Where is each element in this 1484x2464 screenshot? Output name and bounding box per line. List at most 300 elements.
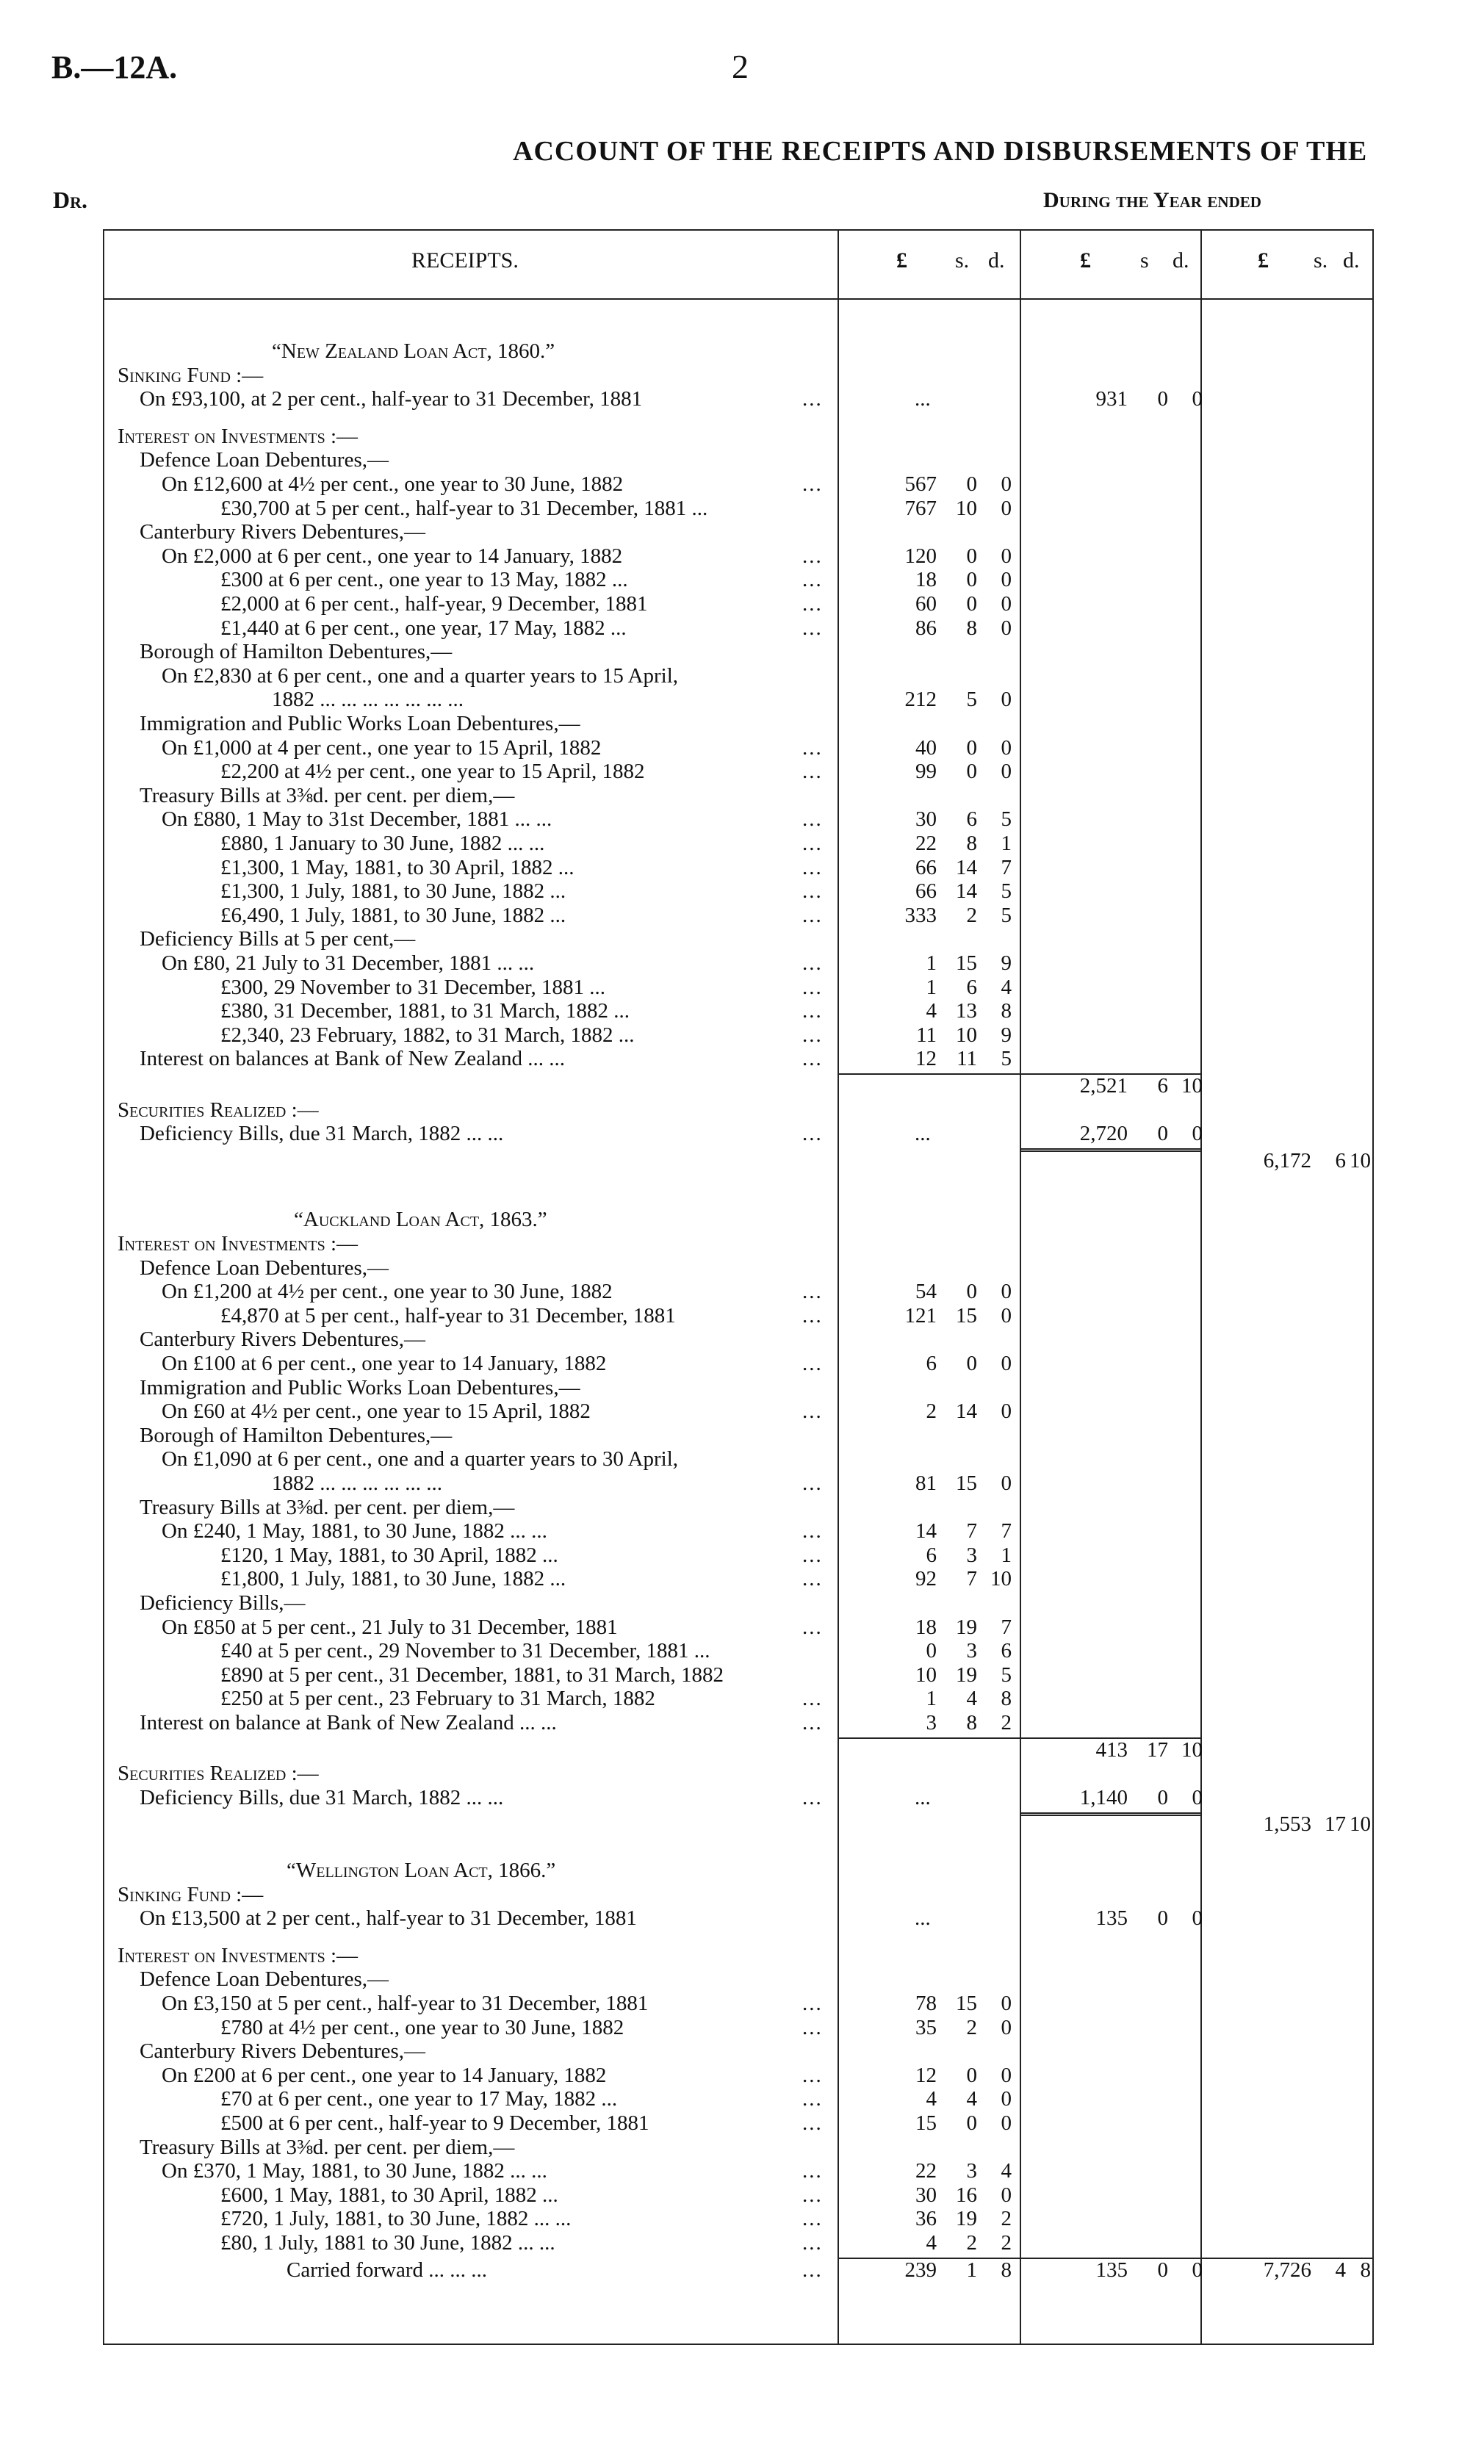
col1-shillings: 0 — [966, 568, 977, 592]
entry-label: Defence Loan Debentures,— — [140, 448, 389, 472]
table-row — [103, 1208, 1372, 1231]
entry-label: On £240, 1 May, 1881, to 30 June, 1882 ... ... — [162, 1519, 547, 1543]
entry-label: £300 at 6 per cent., one year to 13 May, 1882 ... — [220, 568, 628, 592]
table-row — [103, 1967, 1372, 1991]
act-heading: “Auckland Loan Act, 1863.” — [294, 1208, 547, 1232]
col2-pounds: 135 — [1095, 2258, 1128, 2282]
table-row — [103, 1944, 1372, 1967]
table-row — [103, 2159, 1372, 2183]
col3-pence-header: d. — [1343, 248, 1360, 273]
col1-pounds: 4 — [926, 999, 937, 1023]
leader-dots: ... — [802, 1047, 823, 1071]
page-number: 2 — [732, 48, 749, 85]
col1-shillings: 2 — [966, 903, 977, 927]
col1-shillings: 14 — [956, 1399, 977, 1424]
col1-shillings: 8 — [966, 616, 977, 640]
leader-dots: ... — [802, 2015, 823, 2039]
col1-pounds: 92 — [915, 1567, 937, 1591]
entry-label: On £100 at 6 per cent., one year to 14 January, 1882 — [162, 1352, 607, 1375]
col1-pence: 8 — [1001, 2258, 1012, 2282]
col2-shillings: 6 — [1157, 1074, 1168, 1098]
entry-label: Defence Loan Debentures,— — [140, 1256, 389, 1280]
entry-label: £120, 1 May, 1881, to 30 April, 1882 ... — [220, 1543, 558, 1567]
entry-label: Canterbury Rivers Debentures,— — [140, 520, 425, 544]
leader-dots: ... — [802, 472, 823, 496]
entry-label: Immigration and Public Works Loan Debentures,— — [140, 1375, 580, 1399]
leader-dots: ... — [802, 2231, 823, 2255]
table-row — [103, 1122, 1372, 1145]
col1-pounds: 35 — [915, 2015, 937, 2039]
leader-dots: ... — [802, 951, 823, 975]
entry-label: Interest on balance at Bank of New Zealand ... ... — [140, 1711, 557, 1734]
table-row — [103, 2016, 1372, 2039]
entry-label: On £880, 1 May to 31st December, 1881 ... ... — [162, 807, 552, 832]
leader-dots: ... — [802, 592, 823, 616]
table-row — [103, 736, 1372, 760]
table-bottom-rule — [103, 2344, 1372, 2345]
table-row — [103, 1376, 1372, 1399]
section-label: Securities Realized :— — [118, 1098, 319, 1122]
leader-dots: ... — [802, 999, 823, 1023]
col1-shillings: 2 — [966, 2231, 977, 2255]
col1-pence: 2 — [1001, 2231, 1012, 2255]
entry-label: Treasury Bills at 3⅜d. per cent. per diem,— — [140, 1495, 515, 1519]
col1-pounds: 30 — [915, 807, 937, 832]
col1-shillings: 0 — [966, 592, 977, 616]
col1-pounds: 12 — [915, 1047, 937, 1071]
entry-label: £2,200 at 4½ per cent., one year to 15 April, 1882 — [220, 760, 645, 784]
table-row — [103, 2087, 1372, 2111]
table-row — [103, 472, 1372, 496]
entry-label: Carried forward ... ... ... — [287, 2258, 487, 2282]
leader-dots: ... — [802, 1687, 823, 1711]
entry-label: £2,000 at 6 per cent., half-year, 9 December, 1881 — [220, 592, 648, 616]
section-label: Securities Realized :— — [118, 1762, 319, 1786]
table-row — [103, 664, 1372, 688]
table-row — [103, 1399, 1372, 1423]
col1-pounds: 120 — [904, 544, 937, 568]
col1-pounds: 30 — [915, 2183, 937, 2207]
col1-shillings: 2 — [966, 2015, 977, 2039]
col1-pence: 4 — [1001, 2159, 1012, 2183]
entry-label: £70 at 6 per cent., one year to 17 May, 1882 ... — [220, 2087, 618, 2111]
col1-shilling-header: s. — [955, 248, 970, 273]
entry-label: Interest on balances at Bank of New Zealand ... ... — [140, 1047, 565, 1071]
table-row — [103, 425, 1372, 448]
col1-shillings: 8 — [966, 832, 977, 855]
entry-label: Borough of Hamilton Debentures,— — [140, 640, 453, 664]
col1-pence: 0 — [1001, 1280, 1012, 1304]
table-row — [103, 1639, 1372, 1663]
entry-label: £500 at 6 per cent., half-year to 9 December, 1881 — [220, 2111, 649, 2135]
col1-pence: 7 — [1001, 1615, 1012, 1639]
entry-label: On £12,600 at 4½ per cent., one year to 30 June, 1882 — [162, 472, 624, 496]
table-row — [103, 616, 1372, 640]
col1-shillings: 14 — [956, 879, 977, 904]
col1-shillings: 14 — [956, 855, 977, 879]
col1-shillings: 0 — [966, 1280, 977, 1304]
table-row — [103, 1304, 1372, 1328]
col1-pence: 0 — [1001, 1303, 1012, 1328]
col1-pence: 0 — [1001, 1352, 1012, 1375]
col1-pence: 0 — [1001, 1399, 1012, 1424]
entry-label: Deficiency Bills at 5 per cent,— — [140, 927, 416, 951]
entry-label: On £850 at 5 per cent., 21 July to 31 December, 1881 — [162, 1615, 618, 1639]
col1-shillings: 0 — [966, 544, 977, 568]
entry-label: On £1,000 at 4 per cent., one year to 15 April, 1882 — [162, 735, 602, 760]
leader-dots: ... — [802, 855, 823, 879]
entry-label: £880, 1 January to 30 June, 1882 ... ... — [220, 832, 545, 855]
col1-shillings: 7 — [966, 1519, 977, 1543]
col2-pounds: 135 — [1095, 1906, 1128, 1931]
table-row — [103, 1023, 1372, 1047]
entry-label: Deficiency Bills, due 31 March, 1882 ... ... — [140, 1785, 504, 1809]
table-row — [103, 364, 1372, 387]
leader-dots: ... — [802, 1785, 823, 1809]
col1-shillings: 0 — [966, 2063, 977, 2087]
entry-label: £1,800, 1 July, 1881, to 30 June, 1882 ... — [220, 1567, 566, 1591]
col1-pounds: 22 — [915, 2159, 937, 2183]
col2-pounds: 413 — [1095, 1737, 1128, 1762]
col1-pounds: 567 — [904, 472, 937, 496]
table-row — [103, 879, 1372, 903]
section-label: Interest on Investments :— — [118, 1943, 359, 1967]
entry-label: Borough of Hamilton Debentures,— — [140, 1423, 453, 1447]
leader-dots: ... — [802, 807, 823, 832]
entry-label: £380, 31 December, 1881, to 31 March, 1882 ... — [220, 999, 630, 1023]
table-row — [103, 2111, 1372, 2135]
col1-pounds: 1 — [926, 951, 937, 975]
table-row — [103, 999, 1372, 1023]
entry-label: On £1,200 at 4½ per cent., one year to 30 June, 1882 — [162, 1280, 613, 1304]
entry-label: Defence Loan Debentures,— — [140, 1967, 389, 1992]
col1-shillings: 4 — [966, 2087, 977, 2111]
leader-dots: ... — [802, 2183, 823, 2207]
col1-ellipsis: ... — [915, 1122, 931, 1146]
leader-dots: ... — [802, 1992, 823, 2015]
col2-pence: 10 — [1181, 1737, 1203, 1762]
table-top-rule — [103, 229, 1372, 231]
entry-label: On £2,000 at 6 per cent., one year to 14 January, 1882 — [162, 544, 623, 568]
col1-pounds: 2 — [926, 1399, 937, 1424]
table-row — [103, 807, 1372, 831]
entry-label: On £3,150 at 5 per cent., half-year to 31 December, 1881 — [162, 1992, 649, 2015]
table-row — [103, 951, 1372, 975]
period-label: During the Year ended — [1043, 188, 1261, 212]
col1-pounds: 36 — [915, 2207, 937, 2231]
act-heading: “New Zealand Loan Act, 1860.” — [272, 339, 555, 363]
entry-label: £6,490, 1 July, 1881, to 30 June, 1882 ... — [220, 903, 566, 927]
col3-pence: 10 — [1350, 1148, 1371, 1172]
leader-dots: ... — [802, 1567, 823, 1591]
leader-dots: ... — [802, 1399, 823, 1424]
col1-shillings: 3 — [966, 1543, 977, 1567]
table-row — [103, 387, 1372, 411]
entry-label: On £93,100, at 2 per cent., half-year to 31 December, 1881 — [140, 387, 643, 411]
entry-label: On £1,090 at 6 per cent., one and a quarter years to 30 April, — [162, 1447, 679, 1471]
col2-shillings: 17 — [1147, 1737, 1168, 1762]
entry-label: £720, 1 July, 1881, to 30 June, 1882 ... ... — [220, 2207, 572, 2231]
receipts-column-header: RECEIPTS. — [411, 248, 519, 273]
leader-dots: ... — [802, 1280, 823, 1304]
col1-shillings: 3 — [966, 2159, 977, 2183]
col1-pounds: 6 — [926, 1352, 937, 1375]
col1-pence: 0 — [1001, 1471, 1012, 1495]
col1-pence: 0 — [1001, 592, 1012, 616]
col1-pounds: 4 — [926, 2231, 937, 2255]
col1-pence: 1 — [1001, 1543, 1012, 1567]
leader-dots: ... — [802, 616, 823, 640]
col1-shillings: 15 — [956, 1471, 977, 1495]
col1-shillings: 19 — [956, 2207, 977, 2231]
col1-pence: 2 — [1001, 2207, 1012, 2231]
table-row — [103, 1738, 1372, 1762]
col3-pence: 8 — [1360, 2258, 1371, 2282]
leader-dots: ... — [802, 1122, 823, 1146]
entry-label: Treasury Bills at 3⅜d. per cent. per diem,— — [140, 2135, 515, 2159]
col1-shillings: 7 — [966, 1567, 977, 1591]
col1-pounds: 12 — [915, 2063, 937, 2087]
table-header-rule — [103, 298, 1372, 300]
col1-pence: 0 — [1001, 472, 1012, 496]
col1-shillings: 6 — [966, 807, 977, 832]
col1-pence: 5 — [1001, 879, 1012, 904]
col2-pounds: 931 — [1095, 387, 1128, 411]
table-row — [103, 1496, 1372, 1519]
col1-shillings: 0 — [966, 2111, 977, 2135]
table-row — [103, 1543, 1372, 1567]
leader-dots: ... — [802, 1352, 823, 1375]
col1-pounds: 11 — [916, 1023, 937, 1047]
table-row — [103, 448, 1372, 472]
col1-shillings: 10 — [956, 1023, 977, 1047]
col1-shillings: 13 — [956, 999, 977, 1023]
col1-ellipsis: ... — [915, 1785, 931, 1809]
table-row — [103, 520, 1372, 544]
col1-pence: 0 — [1001, 1992, 1012, 2015]
col1-pounds: 81 — [915, 1471, 937, 1495]
table-row — [103, 339, 1372, 363]
col1-pence: 6 — [1001, 1639, 1012, 1663]
col2-pence: 0 — [1192, 1122, 1203, 1146]
table-row — [103, 497, 1372, 520]
col3-pound-header: £ — [1258, 248, 1269, 273]
entry-label: Treasury Bills at 3⅜d. per cent. per diem,— — [140, 783, 515, 807]
table-row — [103, 2207, 1372, 2230]
table-row — [103, 2183, 1372, 2207]
col2-shillings: 0 — [1157, 1785, 1168, 1809]
entry-label: £1,440 at 6 per cent., one year, 17 May, 1882 ... — [220, 616, 627, 640]
document-code: B.—12A. — [51, 49, 178, 85]
act-heading: “Wellington Loan Act, 1866.” — [287, 1859, 556, 1882]
section-label: Sinking Fund :— — [118, 1882, 264, 1906]
col1-pounds: 54 — [915, 1280, 937, 1304]
table-row — [103, 1074, 1372, 1098]
leader-dots: ... — [802, 1615, 823, 1639]
entry-label: £250 at 5 per cent., 23 February to 31 March, 1882 — [220, 1687, 655, 1711]
table-row — [103, 1256, 1372, 1280]
entry-label: £80, 1 July, 1881 to 30 June, 1882 ... ... — [220, 2231, 555, 2255]
table-row — [103, 1812, 1372, 1836]
col1-pence: 0 — [1001, 2087, 1012, 2111]
col1-shillings: 1 — [966, 2258, 977, 2282]
col1-pounds: 1 — [926, 1687, 937, 1711]
col1-pounds: 3 — [926, 1711, 937, 1734]
col1-pence: 0 — [1001, 735, 1012, 760]
entry-label: On £370, 1 May, 1881, to 30 June, 1882 ... ... — [162, 2159, 547, 2183]
col1-pence: 0 — [1001, 2183, 1012, 2207]
table-row — [103, 1762, 1372, 1785]
col1-pounds: 66 — [915, 879, 937, 904]
col2-pounds: 1,140 — [1079, 1785, 1128, 1809]
col1-pounds: 0 — [926, 1639, 937, 1663]
col1-shillings: 19 — [956, 1663, 977, 1687]
col2-pounds: 2,720 — [1079, 1122, 1128, 1146]
col3-pounds: 1,553 — [1263, 1812, 1311, 1837]
col1-pounds: 767 — [904, 496, 937, 520]
table-row — [103, 640, 1372, 663]
table-row — [103, 2064, 1372, 2087]
col1-pounds: 1 — [926, 975, 937, 999]
table-row — [103, 1047, 1372, 1070]
col2-shillings: 0 — [1157, 1122, 1168, 1146]
entry-label: Deficiency Bills,— — [140, 1591, 306, 1615]
leader-dots: ... — [802, 2159, 823, 2183]
col1-shillings: 4 — [966, 1687, 977, 1711]
table-row — [103, 1567, 1372, 1591]
entry-label: On £80, 21 July to 31 December, 1881 ... ... — [162, 951, 535, 975]
entry-label: On £13,500 at 2 per cent., half-year to 31 December, 1881 — [140, 1906, 637, 1931]
col1-pence: 1 — [1001, 832, 1012, 855]
table-row — [103, 1906, 1372, 1930]
col1-pounds: 239 — [904, 2258, 937, 2282]
entry-label: On £2,830 at 6 per cent., one and a quarter years to 15 April, — [162, 663, 679, 688]
col1-pence: 5 — [1001, 1047, 1012, 1071]
col3-pounds: 7,726 — [1263, 2258, 1311, 2282]
table-row — [103, 927, 1372, 951]
table-row — [103, 1471, 1372, 1495]
col2-pound-header: £ — [1080, 248, 1091, 273]
col1-shillings: 3 — [966, 1639, 977, 1663]
section-label: Sinking Fund :— — [118, 363, 264, 387]
col3-pounds: 6,172 — [1263, 1148, 1311, 1172]
entry-label: £40 at 5 per cent., 29 November to 31 December, 1881 ... — [220, 1639, 710, 1663]
table-row — [103, 1687, 1372, 1710]
col2-shillings: 0 — [1157, 2258, 1168, 2282]
table-row — [103, 1859, 1372, 1882]
col1-pounds: 78 — [915, 1992, 937, 2015]
entry-label: £2,340, 23 February, 1882, to 31 March, 1882 ... — [220, 1023, 635, 1047]
section-label: Interest on Investments :— — [118, 424, 359, 448]
table-row — [103, 1992, 1372, 2015]
table-row — [103, 1591, 1372, 1615]
col1-pence: 9 — [1001, 1023, 1012, 1047]
leader-dots: ... — [802, 903, 823, 927]
leader-dots: ... — [802, 1303, 823, 1328]
col1-ellipsis: ... — [915, 387, 931, 411]
col2-pence: 0 — [1192, 2258, 1203, 2282]
col3-shillings: 17 — [1325, 1812, 1346, 1837]
table-row — [103, 1328, 1372, 1351]
leader-dots: ... — [802, 735, 823, 760]
table-row — [103, 1232, 1372, 1256]
leader-dots: ... — [802, 1023, 823, 1047]
col1-shillings: 0 — [966, 735, 977, 760]
table-row — [103, 1786, 1372, 1809]
col1-shillings: 0 — [966, 472, 977, 496]
col3-shillings: 6 — [1335, 1148, 1346, 1172]
entry-label: £600, 1 May, 1881, to 30 April, 1882 ... — [220, 2183, 558, 2207]
leader-dots: ... — [802, 2087, 823, 2111]
leader-dots: ... — [802, 568, 823, 592]
entry-label: £1,300, 1 May, 1881, to 30 April, 1882 ... — [220, 855, 574, 879]
col1-pounds: 6 — [926, 1543, 937, 1567]
col1-shillings: 11 — [957, 1047, 977, 1071]
table-row — [103, 2039, 1372, 2063]
col1-shillings: 15 — [956, 1992, 977, 2015]
col1-shillings: 16 — [956, 2183, 977, 2207]
col1-pounds: 99 — [915, 760, 937, 784]
table-row — [103, 2258, 1372, 2282]
col1-pounds: 18 — [915, 1615, 937, 1639]
table-row — [103, 1883, 1372, 1906]
table-row — [103, 904, 1372, 927]
col1-pound-header: £ — [896, 248, 907, 273]
leader-dots: ... — [802, 760, 823, 784]
leader-dots: ... — [802, 1543, 823, 1567]
table-row — [103, 1352, 1372, 1375]
table-row — [103, 1711, 1372, 1734]
col2-shilling-header: s — [1140, 248, 1149, 273]
col1-pounds: 121 — [904, 1303, 937, 1328]
table-row — [103, 784, 1372, 807]
account-title: ACCOUNT OF THE RECEIPTS AND DISBURSEMENTS OF THE — [513, 136, 1368, 167]
entry-label: £890 at 5 per cent., 31 December, 1881, to 31 March, 1882 — [220, 1663, 724, 1687]
table-row — [103, 712, 1372, 735]
table-row — [103, 688, 1372, 711]
col1-pounds: 18 — [915, 568, 937, 592]
col1-pounds: 212 — [904, 688, 937, 712]
table-row — [103, 2136, 1372, 2159]
col2-shillings: 0 — [1157, 1906, 1168, 1931]
col1-pence: 0 — [1001, 760, 1012, 784]
entry-label: £1,300, 1 July, 1881, to 30 June, 1882 ... — [220, 879, 566, 904]
entry-label: Deficiency Bills, due 31 March, 1882 ... ... — [140, 1122, 504, 1146]
col1-pounds: 14 — [915, 1519, 937, 1543]
entry-label: £4,870 at 5 per cent., half-year to 31 December, 1881 — [220, 1303, 676, 1328]
col3-shilling-header: s. — [1314, 248, 1328, 273]
col1-pence: 8 — [1001, 999, 1012, 1023]
col1-pence-header: d. — [988, 248, 1005, 273]
col1-pence: 5 — [1001, 903, 1012, 927]
entry-label: Canterbury Rivers Debentures,— — [140, 2039, 425, 2064]
entry-label: On £200 at 6 per cent., one year to 14 January, 1882 — [162, 2063, 607, 2087]
table-row — [103, 568, 1372, 591]
col1-pence: 0 — [1001, 496, 1012, 520]
col2-shillings: 0 — [1157, 387, 1168, 411]
col1-shillings: 6 — [966, 975, 977, 999]
table-row — [103, 2231, 1372, 2255]
col2-pence: 0 — [1192, 387, 1203, 411]
col1-shillings: 5 — [966, 688, 977, 712]
entry-label: £300, 29 November to 31 December, 1881 ... — [220, 975, 605, 999]
col2-pounds: 2,521 — [1079, 1074, 1128, 1098]
entry-label: Canterbury Rivers Debentures,— — [140, 1328, 425, 1352]
col2-pence-header: d. — [1173, 248, 1189, 273]
leader-dots: ... — [802, 832, 823, 855]
entry-label: 1882 ... ... ... ... ... ... ... — [272, 688, 464, 712]
entry-label: 1882 ... ... ... ... ... ... — [272, 1471, 442, 1495]
